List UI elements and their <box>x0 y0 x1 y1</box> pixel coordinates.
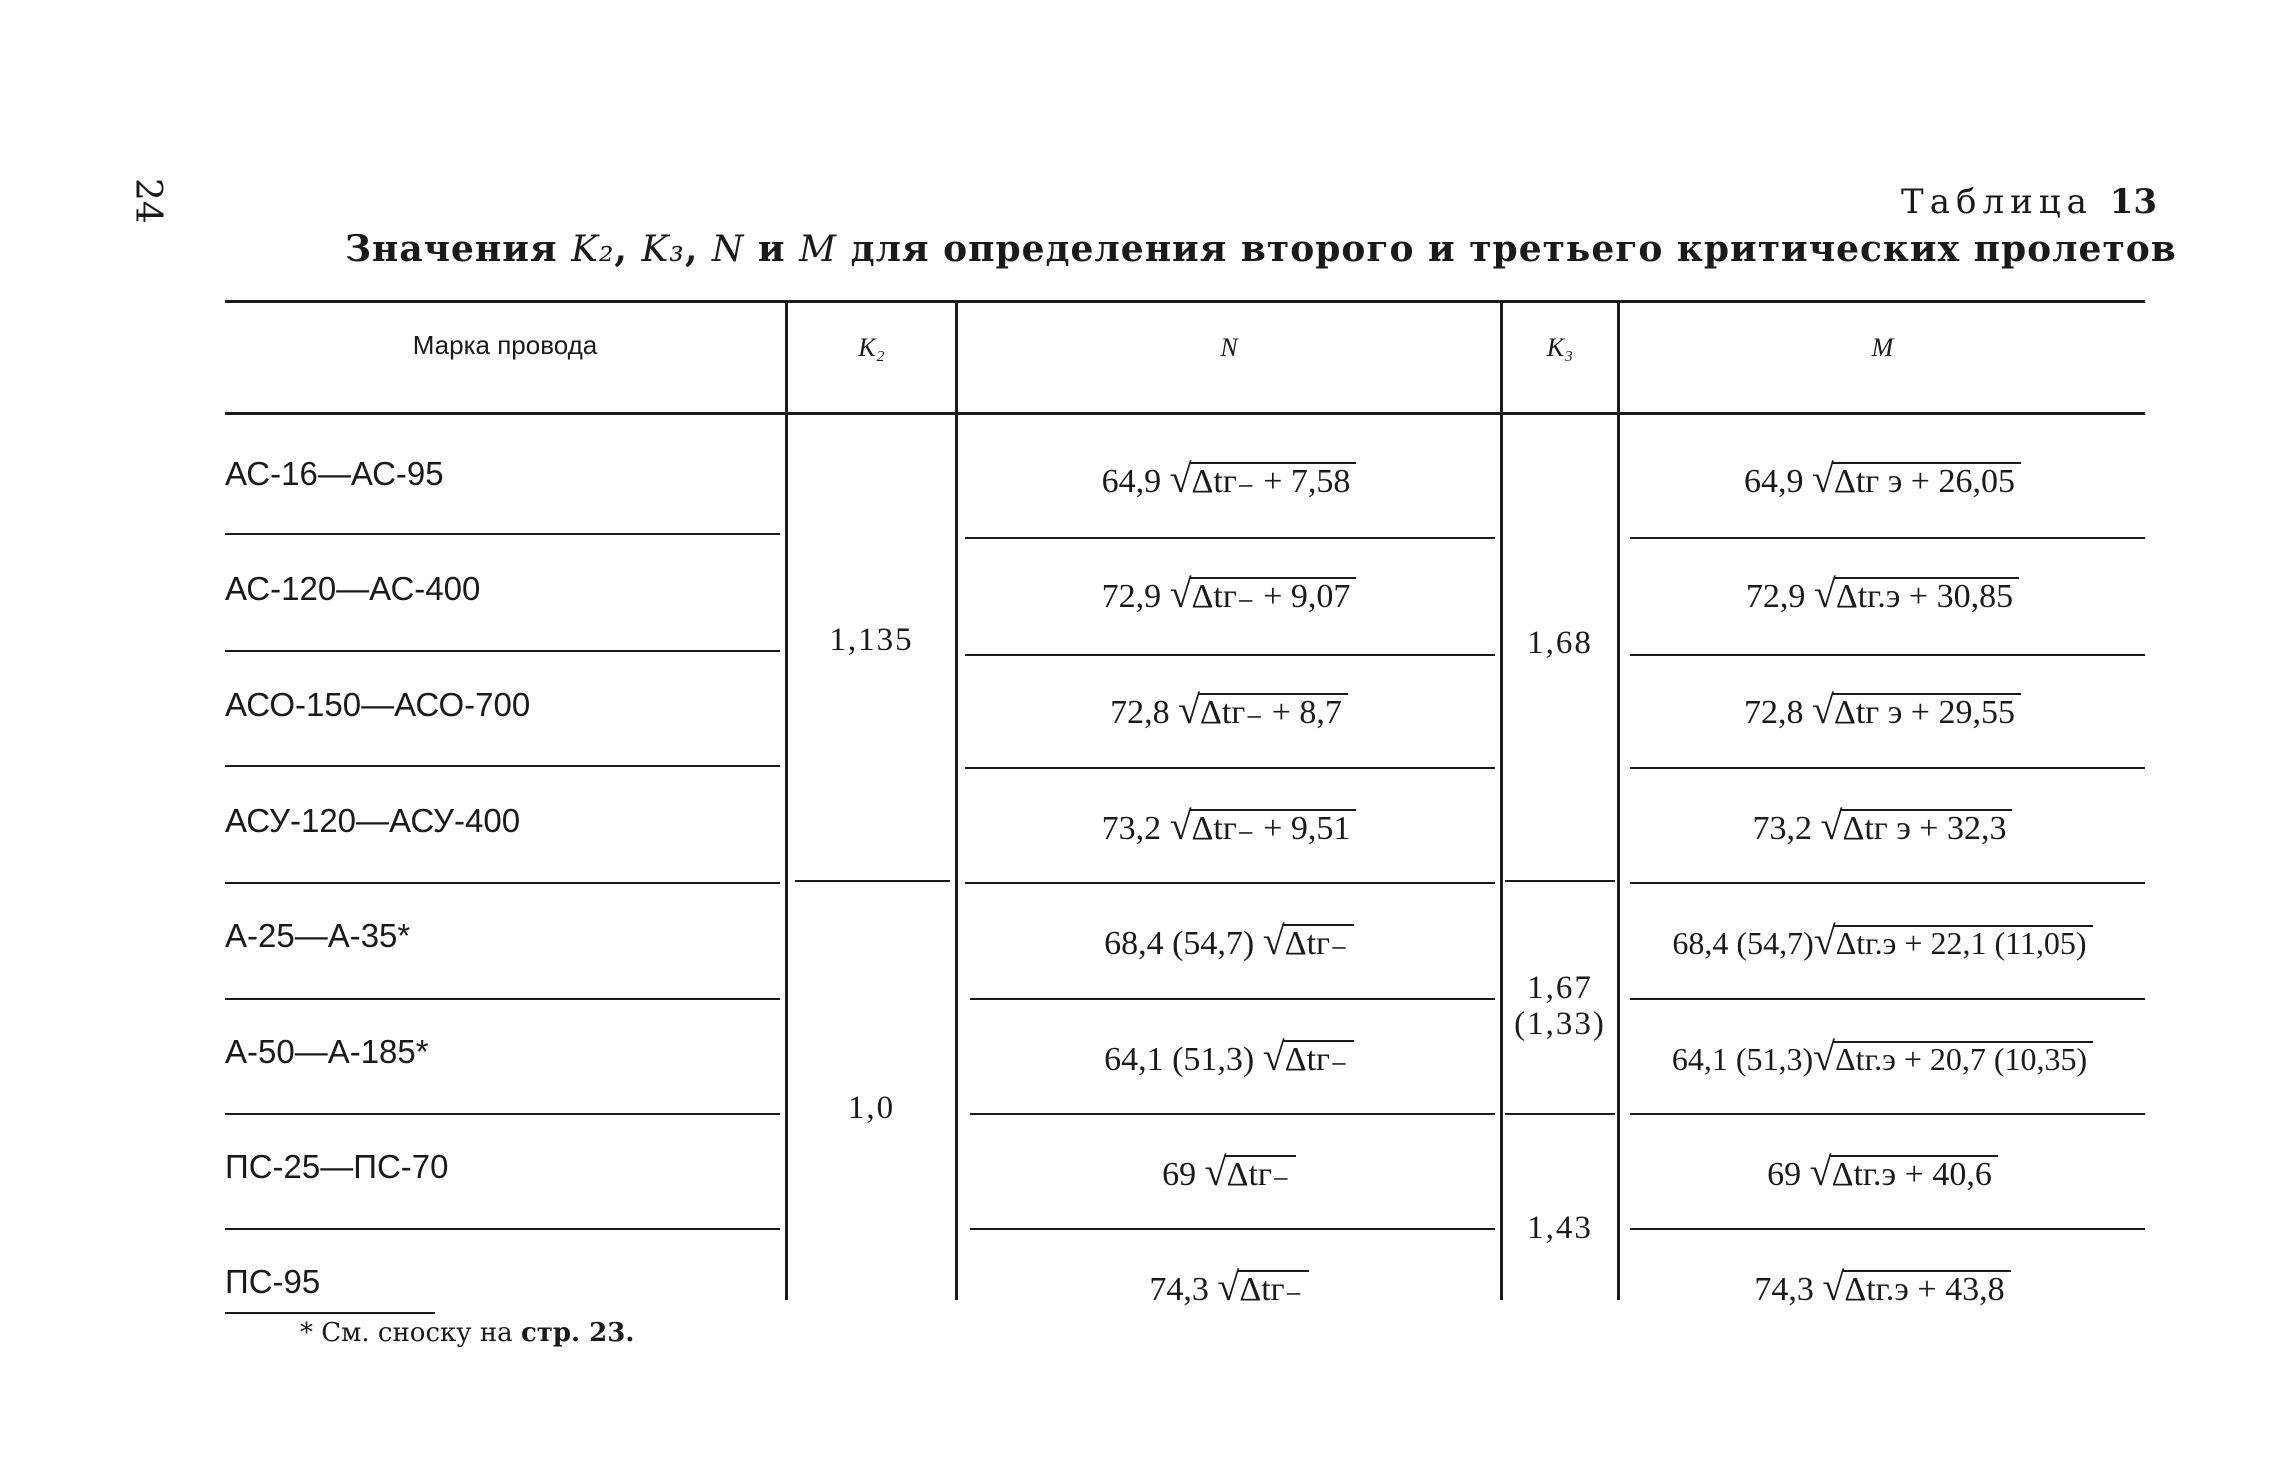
n-radicand: Δtг₋ <box>1283 1040 1354 1078</box>
wire-cell: АСО-150—АСО-700 <box>225 686 531 723</box>
m-formula <box>1620 1033 2145 1080</box>
row-sep-n-6 <box>970 1113 1495 1115</box>
k3-value: 1,68 <box>1527 625 1593 661</box>
n-formula <box>958 455 1500 502</box>
n-coef: 64,9 <box>1101 463 1162 500</box>
m-coef: 73,2 <box>1752 810 1812 847</box>
n-formula <box>958 917 1500 964</box>
row-sep-n-1 <box>965 537 1495 539</box>
header-k3-text: K₃ <box>1546 333 1574 362</box>
header-n-text: N <box>1220 333 1238 362</box>
sqrt-symbol: √ <box>1822 1264 1845 1309</box>
table-label-word: Таблица <box>1901 182 2093 222</box>
n-radicand: Δtг₋ <box>1237 1270 1308 1308</box>
row-sep-wire-1 <box>225 533 780 535</box>
row-sep-n-2 <box>965 654 1495 656</box>
n-coef: 74,3 <box>1149 1271 1209 1308</box>
n-formula <box>958 1148 1500 1195</box>
footnote-ref: стр. 23. <box>520 1318 635 1348</box>
row-sep-wire-5 <box>225 998 780 1000</box>
n-radicand: Δtг₋ + 7,58 <box>1190 462 1357 500</box>
title-and: и <box>744 228 800 270</box>
header-m <box>1620 332 2145 363</box>
n-coef: 72,8 <box>1110 694 1170 731</box>
m-formula <box>1620 686 2145 733</box>
page-number: 24 <box>127 178 168 224</box>
sqrt-symbol: √ <box>1169 803 1192 848</box>
sqrt-symbol: √ <box>1262 918 1285 963</box>
row-sep-n-7 <box>970 1228 1495 1230</box>
row-sep-n-5 <box>970 998 1495 1000</box>
wire-cell: ПС-95 <box>225 1263 321 1300</box>
wire-cell: АС-120—АС-400 <box>225 570 481 607</box>
m-radicand: Δtг.э + 20,7 (10,35) <box>1833 1041 2093 1077</box>
m-radicand: Δtг э + 26,05 <box>1832 462 2021 500</box>
footnote-text: * См. сноску на <box>300 1318 521 1348</box>
m-radicand: Δtг.э + 30,85 <box>1834 577 2019 615</box>
row-sep-m-1 <box>1630 537 2145 539</box>
k3-value-alt: (1,33) <box>1514 1006 1606 1043</box>
row-sep-m-5 <box>1630 998 2145 1000</box>
m-formula <box>1620 455 2145 502</box>
row-sep-n-4 <box>965 882 1495 884</box>
sqrt-symbol: √ <box>1812 456 1834 501</box>
n-coef: 72,9 <box>1101 578 1162 615</box>
title-m: M <box>799 229 838 270</box>
k3-value-main: 1,67 <box>1527 970 1593 1006</box>
row-sep-m-6 <box>1630 1113 2145 1115</box>
sqrt-symbol: √ <box>1813 1034 1836 1079</box>
title-part1: Значения <box>345 228 572 270</box>
sqrt-symbol: √ <box>1812 687 1834 732</box>
m-formula <box>1620 1263 2145 1310</box>
k3-value <box>1503 970 1617 1043</box>
m-coef: 68,4 (54,7) <box>1672 925 1814 961</box>
n-radicand: Δtг₋ + 9,07 <box>1190 577 1357 615</box>
m-formula <box>1620 917 2145 964</box>
header-n <box>958 332 1500 363</box>
row-sep-m-2 <box>1630 654 2145 656</box>
sqrt-symbol: √ <box>1169 571 1192 616</box>
row-sep-n-3 <box>965 767 1495 769</box>
header-k3 <box>1503 332 1617 363</box>
col-rule-1 <box>785 300 788 1300</box>
title-sep2: , <box>684 228 712 270</box>
n-coef: 69 <box>1162 1156 1197 1193</box>
title-k2: K₂ <box>571 229 615 270</box>
title-sep1: , <box>614 228 642 270</box>
sqrt-symbol: √ <box>1813 918 1836 963</box>
m-radicand: Δtг.э + 22,1 (11,05) <box>1834 925 2093 961</box>
sqrt-symbol: √ <box>1809 1149 1832 1194</box>
n-radicand: Δtг₋ + 8,7 <box>1198 693 1348 731</box>
sqrt-symbol: √ <box>1178 687 1201 732</box>
n-radicand: Δtг₋ <box>1225 1155 1296 1193</box>
row-sep-wire-7 <box>225 1228 780 1230</box>
header-bottom-rule <box>225 412 2145 415</box>
title-k3: K₃ <box>641 229 685 270</box>
table-label-number: 13 <box>2109 182 2157 222</box>
wire-cell: А-25—А-35* <box>225 917 411 954</box>
m-coef: 72,8 <box>1744 694 1804 731</box>
m-coef: 74,3 <box>1754 1271 1814 1308</box>
m-coef: 72,9 <box>1745 578 1806 615</box>
col-rule-3 <box>1500 300 1503 1300</box>
m-radicand: Δtг э + 32,3 <box>1840 809 2012 847</box>
m-coef: 64,9 <box>1744 463 1804 500</box>
n-formula <box>958 686 1500 733</box>
title-n: N <box>711 229 745 270</box>
row-sep-wire-4 <box>225 882 780 884</box>
wire-cell: АСУ-120—АСУ-400 <box>225 802 521 839</box>
k3-value: 1,43 <box>1527 1210 1593 1246</box>
table-title <box>345 228 2177 270</box>
sqrt-symbol: √ <box>1204 1149 1227 1194</box>
row-sep-wire-8 <box>225 1312 435 1314</box>
m-coef: 69 <box>1767 1156 1802 1193</box>
k2-group-sep <box>795 880 950 882</box>
wire-cell: А-50—А-185* <box>225 1033 429 1070</box>
m-coef: 64,1 (51,3) <box>1671 1041 1814 1077</box>
header-wire: Марка провода <box>412 330 598 360</box>
sqrt-symbol: √ <box>1820 803 1843 848</box>
k3-group-sep-1 <box>1505 880 1615 882</box>
k2-value: 1,0 <box>847 1090 896 1126</box>
n-radicand: Δtг₋ + 9,51 <box>1190 809 1357 847</box>
footnote <box>300 1318 634 1348</box>
header-k2 <box>788 332 955 363</box>
n-radicand: Δtг₋ <box>1283 924 1354 962</box>
m-formula <box>1620 1148 2145 1195</box>
row-sep-wire-3 <box>225 765 780 767</box>
header-k2-text: K₂ <box>858 333 885 362</box>
wire-cell: АС-16—АС-95 <box>225 455 444 492</box>
m-radicand: Δtг э + 29,55 <box>1832 693 2021 731</box>
m-formula <box>1620 802 2145 849</box>
k2-value: 1,135 <box>829 622 914 658</box>
sqrt-symbol: √ <box>1169 456 1192 501</box>
m-radicand: Δtг.э + 40,6 <box>1830 1155 1998 1193</box>
n-formula <box>958 802 1500 849</box>
n-coef: 64,1 (51,3) <box>1104 1041 1255 1078</box>
row-sep-m-3 <box>1630 767 2145 769</box>
table-label <box>1901 182 2157 222</box>
n-coef: 68,4 (54,7) <box>1104 925 1255 962</box>
n-formula <box>958 1263 1500 1310</box>
title-rest: для определения второго и третьего критических пролетов <box>837 228 2177 270</box>
k3-group-sep-2 <box>1505 1113 1615 1115</box>
n-formula <box>958 570 1500 617</box>
sqrt-symbol: √ <box>1262 1034 1285 1079</box>
n-formula <box>958 1033 1500 1080</box>
table-top-rule <box>225 300 2145 303</box>
row-sep-wire-6 <box>225 1113 780 1115</box>
row-sep-wire-2 <box>225 650 780 652</box>
row-sep-m-4 <box>1630 882 2145 884</box>
m-formula <box>1620 570 2145 617</box>
n-coef: 73,2 <box>1101 810 1162 847</box>
sqrt-symbol: √ <box>1813 571 1836 616</box>
sqrt-symbol: √ <box>1217 1264 1240 1309</box>
wire-cell: ПС-25—ПС-70 <box>225 1148 449 1185</box>
m-radicand: Δtг.э + 43,8 <box>1842 1270 2010 1308</box>
header-m-text: M <box>1871 333 1894 362</box>
row-sep-m-7 <box>1630 1228 2145 1230</box>
